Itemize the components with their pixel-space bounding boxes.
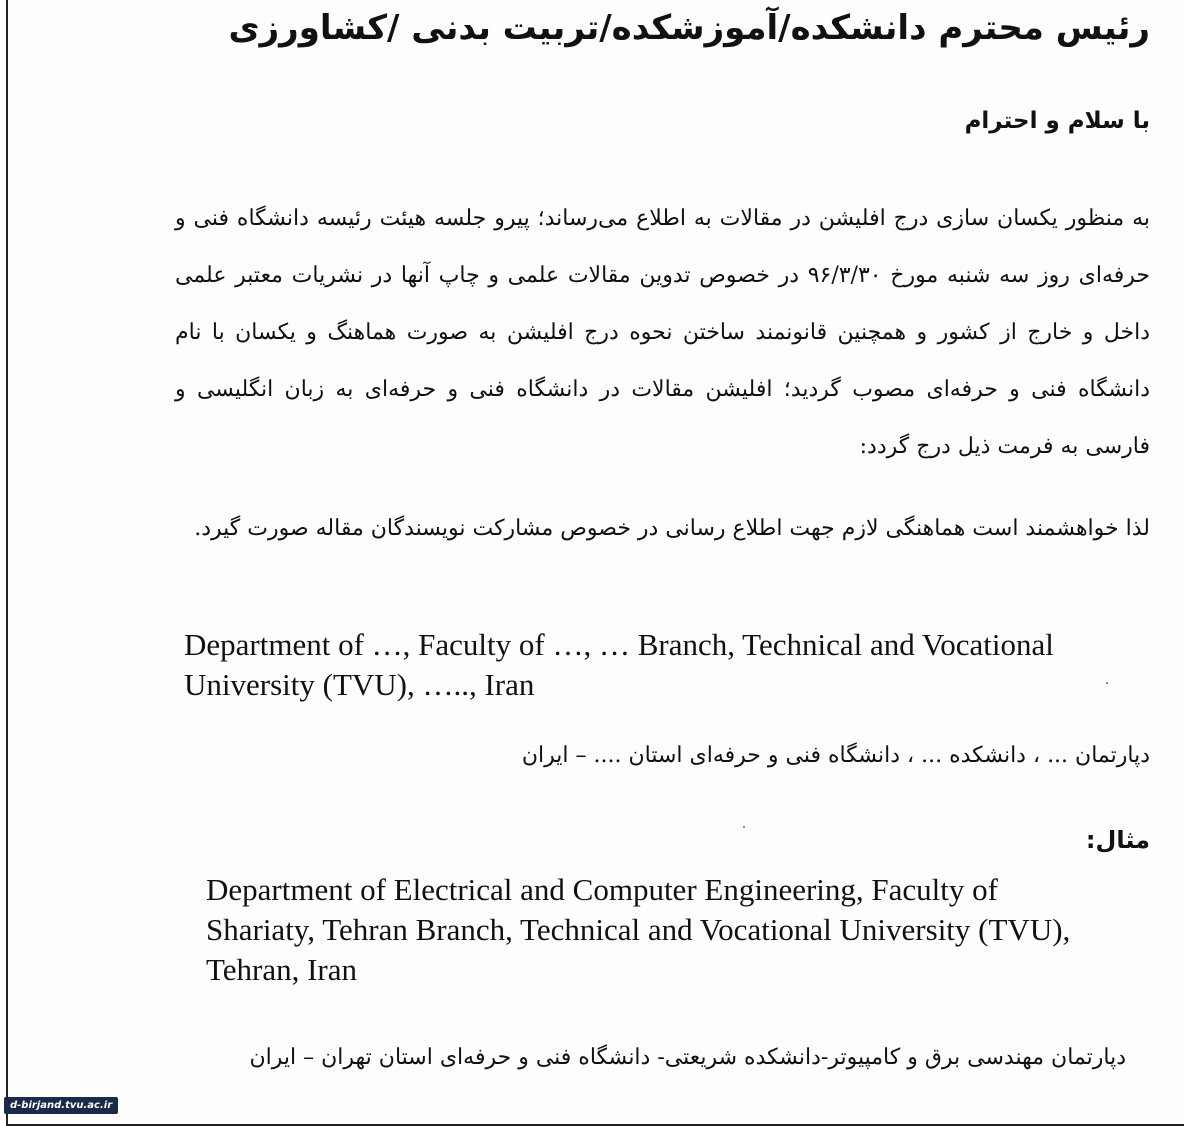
body-paragraph-2: لذا خواهشمند است هماهنگی لازم جهت اطلاع رسانی در خصوص مشارکت نویسندگان مقاله صورت گیرد. — [194, 516, 1150, 541]
site-watermark: d-birjand.tvu.ac.ir — [4, 1097, 118, 1114]
example-label: مثال: — [1085, 826, 1150, 854]
document-page — [6, 0, 1184, 1126]
english-affiliation-format: Department of …, Faculty of …, … Branch, Technical and Vocational University (TVU), ….., Iran — [184, 627, 1054, 702]
persian-affiliation-example: دپارتمان مهندسی برق و کامپیوتر-دانشکده شریعتی- دانشگاه فنی و حرفه‌ای استان تهران – ایران — [249, 1045, 1126, 1070]
letter-title: رئیس محترم دانشکده/آموزشکده/تربیت بدنی /کشاورزی — [228, 8, 1150, 48]
body-paragraph-1: به منظور یکسان سازی درج افلیشن در مقالات به اطلاع می‌رساند؛ پیرو جلسه هیئت رئیسه دانشگاه فنی و حرفه‌ای روز سه شنبه مورخ ۹۶/۳/۳۰ در خصوص تدوین مقالات علمی و چاپ آنها در نشریات معتبر علمی داخل و خارج از کشور و همچنین قانونمند ساختن نحوه درج افلیشن به صورت هماهنگ و یکسان با نام دانشگاه فنی و حرفه‌ای مصوب گردید؛ افلیشن مقالات در دانشگاه فنی و حرفه‌ای به زبان انگلیسی و فارسی به فرمت ذیل درج گردد: — [175, 206, 1151, 459]
scan-speck — [743, 826, 745, 828]
greeting: با سلام و احترام — [964, 108, 1150, 134]
english-affiliation-example: Department of Electrical and Computer Engineering, Faculty of Shariaty, Tehran Branch, Technical and Vocational University (TVU), Tehran, Iran — [206, 872, 1071, 987]
persian-affiliation-format: دپارتمان ... ، دانشکده ... ، دانشگاه فنی و حرفه‌ای استان .... – ایران — [521, 743, 1150, 768]
scan-speck — [1106, 682, 1108, 684]
